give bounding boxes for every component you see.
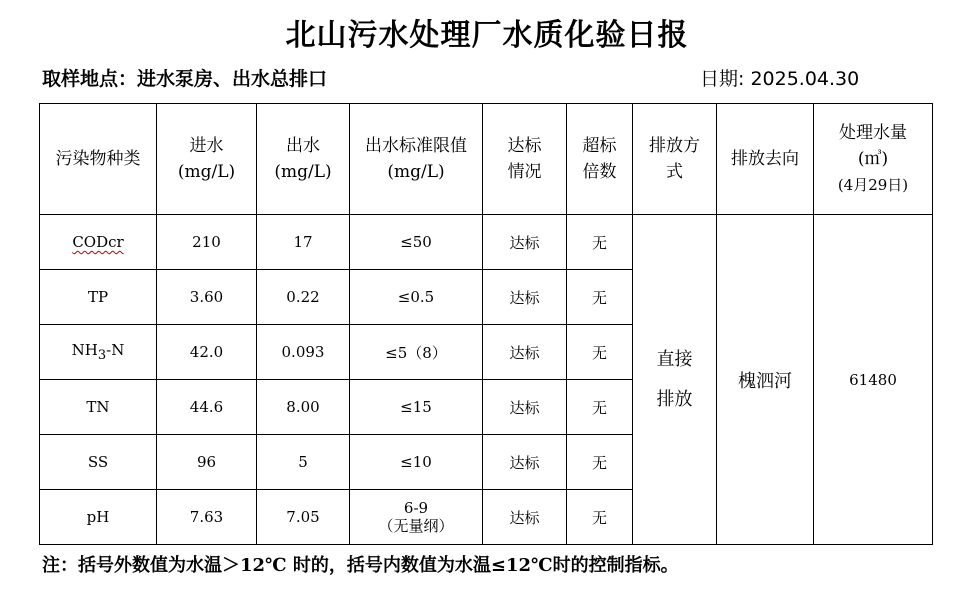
influent-cell: 42.0 xyxy=(157,325,257,380)
limit-cell: 6-9 （无量纲） xyxy=(350,490,483,545)
header-volume: 处理水量 (㎥) (4月29日) xyxy=(814,104,933,215)
effluent-cell: 7.05 xyxy=(257,490,350,545)
limit-cell: ≤50 xyxy=(350,215,483,270)
header-pollutant: 污染物种类 xyxy=(40,104,157,215)
header-destination: 排放去向 xyxy=(717,104,814,215)
pollutant-cell: SS xyxy=(40,435,157,490)
limit-cell: ≤10 xyxy=(350,435,483,490)
footnote: 注：括号外数值为水温＞12℃ 时的，括号内数值为水温≤12℃时的控制指标。 xyxy=(42,555,679,576)
status-cell: 达标 xyxy=(483,270,567,325)
report-date: 日期: 2025.04.30 xyxy=(700,68,860,90)
limit-cell: ≤15 xyxy=(350,380,483,435)
header-compliance: 达标 情况 xyxy=(483,104,567,215)
effluent-cell: 0.22 xyxy=(257,270,350,325)
exceed-cell: 无 xyxy=(567,325,633,380)
volume-cell: 61480 xyxy=(814,215,933,545)
status-cell: 达标 xyxy=(483,325,567,380)
status-cell: 达标 xyxy=(483,435,567,490)
water-quality-table xyxy=(39,103,933,545)
effluent-cell: 5 xyxy=(257,435,350,490)
header-effluent: 出水 (mg/L) xyxy=(257,104,350,215)
header-exceed: 超标 倍数 xyxy=(567,104,633,215)
influent-cell: 210 xyxy=(157,215,257,270)
table-header-row xyxy=(40,104,933,215)
destination-cell: 槐泗河 xyxy=(717,215,814,545)
status-cell: 达标 xyxy=(483,490,567,545)
pollutant-cell: CODcr xyxy=(40,215,157,270)
pollutant-cell: TN xyxy=(40,380,157,435)
exceed-cell: 无 xyxy=(567,270,633,325)
header-limit: 出水标准限值 (mg/L) xyxy=(350,104,483,215)
exceed-cell: 无 xyxy=(567,490,633,545)
table-row xyxy=(40,215,933,270)
limit-cell: ≤0.5 xyxy=(350,270,483,325)
influent-cell: 3.60 xyxy=(157,270,257,325)
pollutant-cell: pH xyxy=(40,490,157,545)
header-influent: 进水 (mg/L) xyxy=(157,104,257,215)
pollutant-cell: TP xyxy=(40,270,157,325)
influent-cell: 44.6 xyxy=(157,380,257,435)
status-cell: 达标 xyxy=(483,380,567,435)
effluent-cell: 17 xyxy=(257,215,350,270)
discharge-mode-cell: 直接 排放 xyxy=(633,215,717,545)
sampling-location: 取样地点：进水泵房、出水总排口 xyxy=(42,68,328,90)
pollutant-cell: $NH_3-N$ xyxy=(40,325,157,380)
status-cell: 达标 xyxy=(483,215,567,270)
exceed-cell: 无 xyxy=(567,215,633,270)
exceed-cell: 无 xyxy=(567,435,633,490)
effluent-cell: 8.00 xyxy=(257,380,350,435)
report-title: 北山污水处理厂水质化验日报 xyxy=(285,18,689,53)
influent-cell: 7.63 xyxy=(157,490,257,545)
effluent-cell: 0.093 xyxy=(257,325,350,380)
influent-cell: 96 xyxy=(157,435,257,490)
header-discharge-mode: 排放方 式 xyxy=(633,104,717,215)
exceed-cell: 无 xyxy=(567,380,633,435)
limit-cell: ≤5（8） xyxy=(350,325,483,380)
